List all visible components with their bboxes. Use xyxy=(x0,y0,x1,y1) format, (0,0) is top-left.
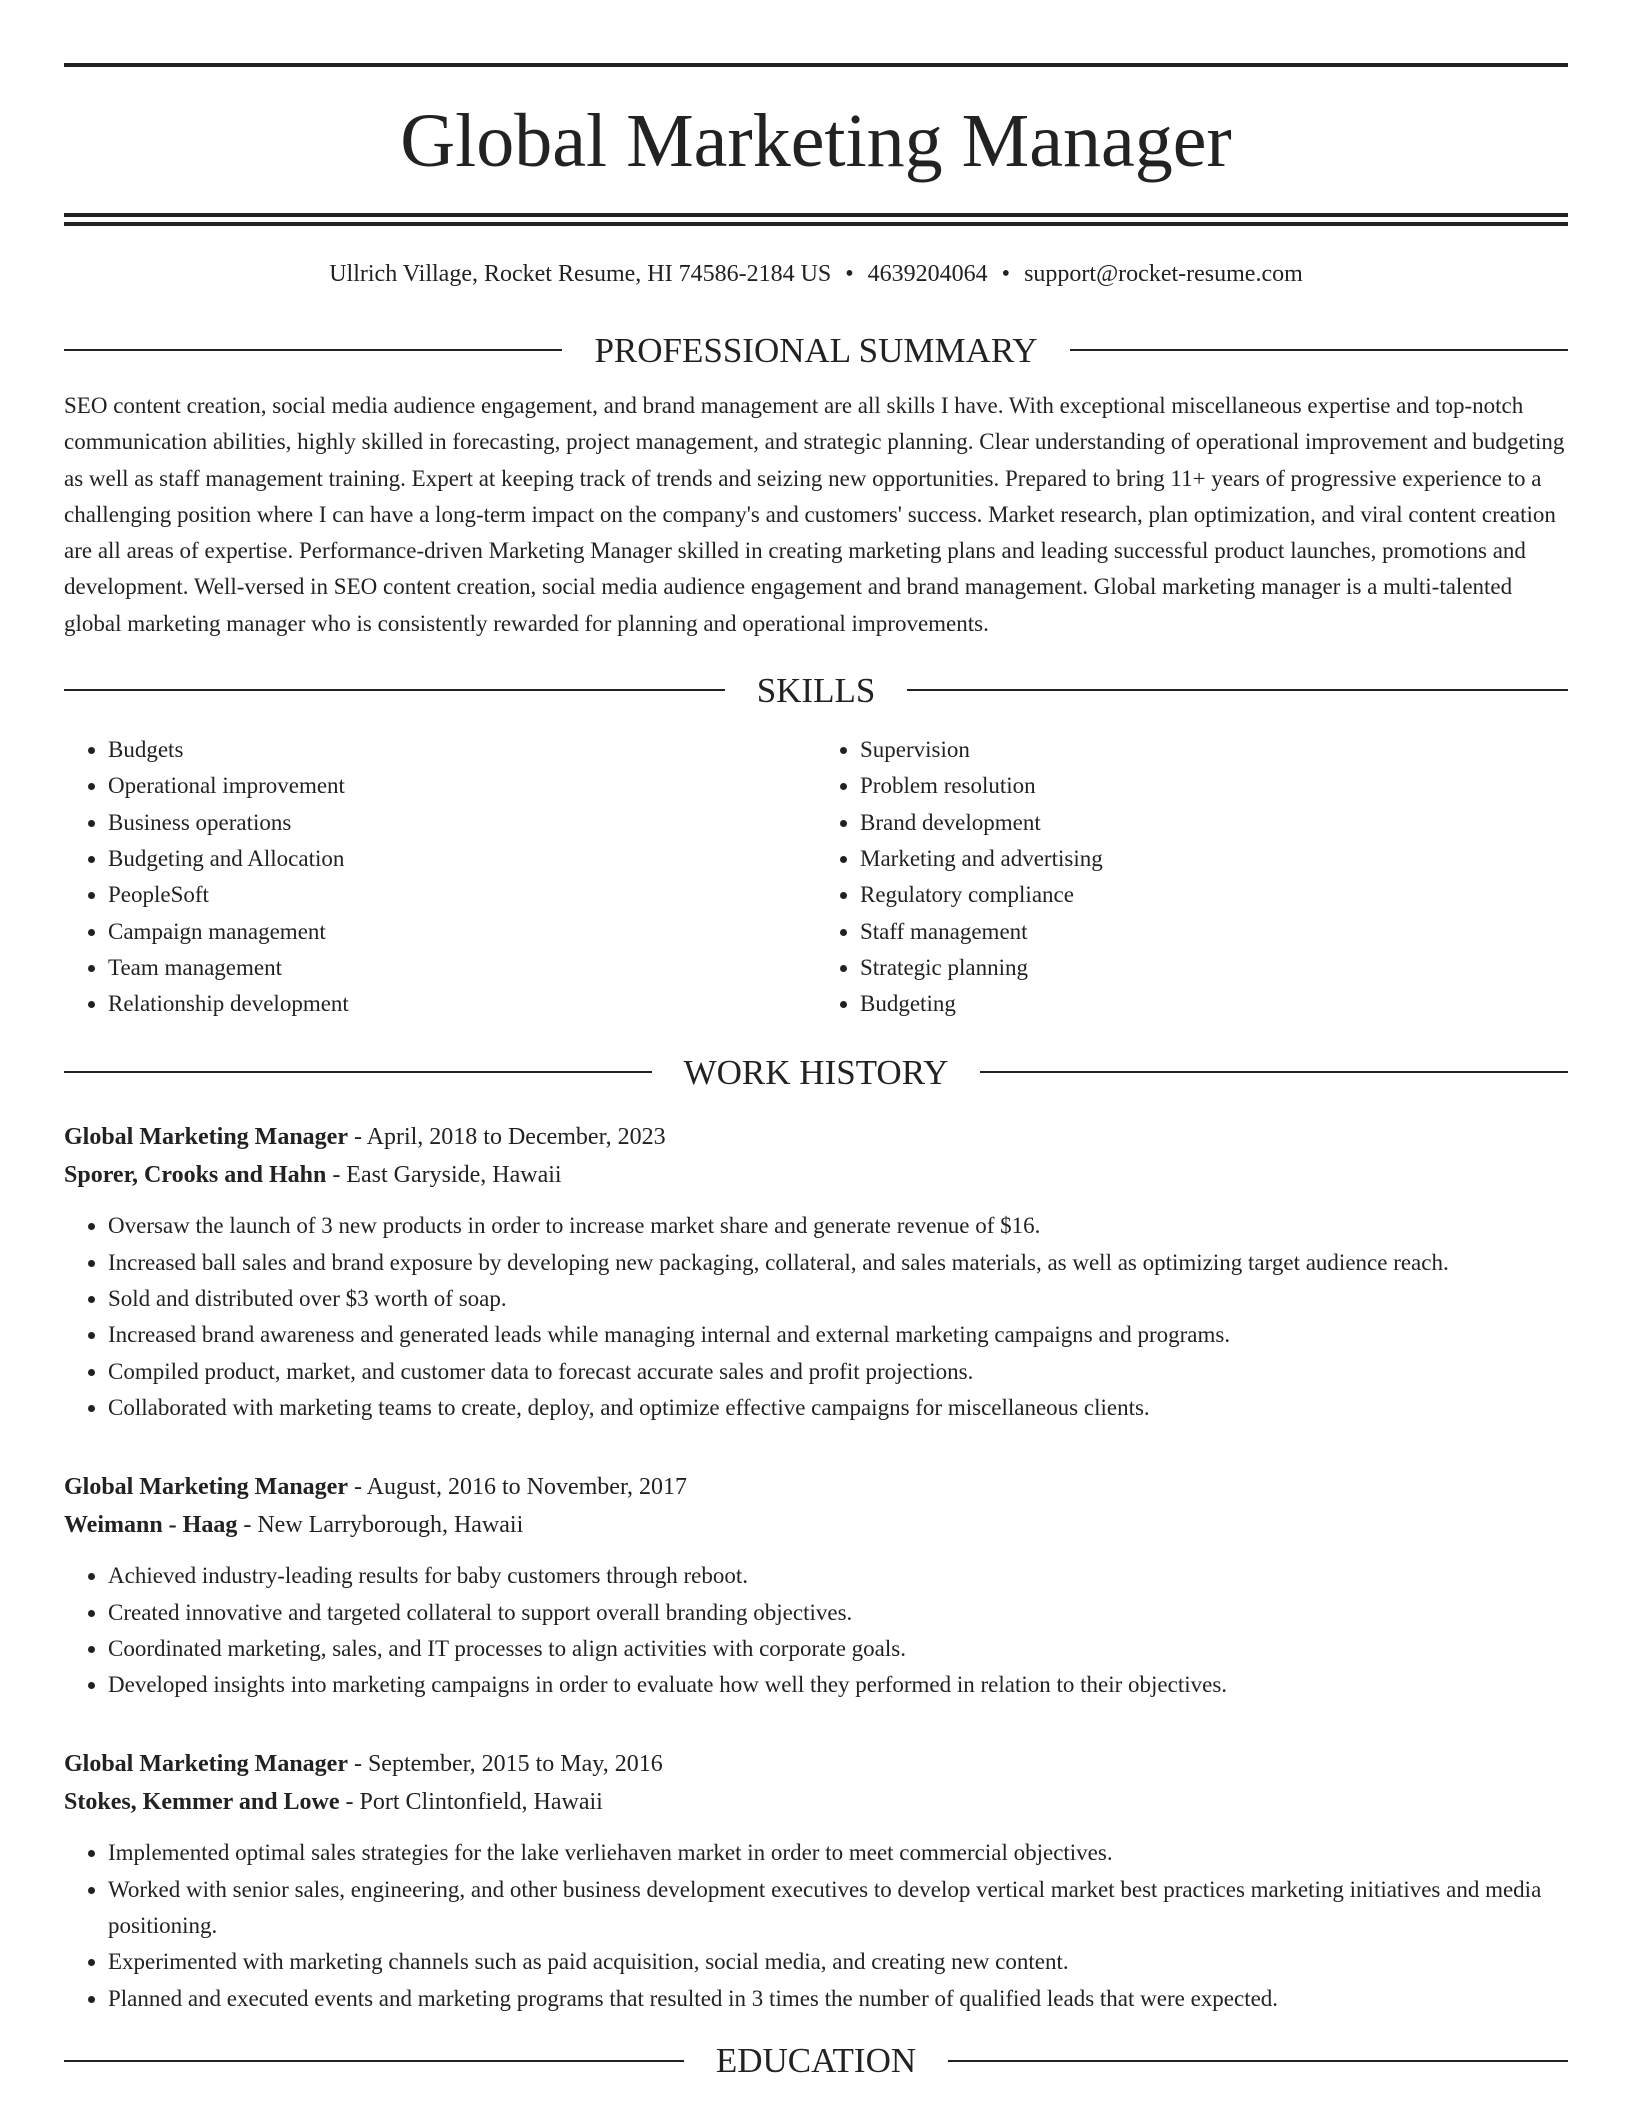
contact-phone: 4639204064 xyxy=(867,261,988,287)
heading-rule xyxy=(64,1071,652,1073)
job-bullets xyxy=(64,1558,1568,1703)
heading-rule xyxy=(1070,349,1568,351)
job-dates: - September, 2015 to May, 2016 xyxy=(347,1751,663,1778)
summary-text: SEO content creation, social media audience engagement, and brand management are all skills I have. With exceptional miscellaneous expertise and top-notch communication abilities, highly skilled in forecasting, project management, and strategic planning. Clear understanding of operational improvement and budgeting as well as staff management training. Expert at keeping track of trends and seizing new opportunities. Prepared to bring 11+ years of progressive experience to a challenging position where I can have a long-term impact on the company's and customers' success. Market research, plan optimization, and viral content creation are all areas of expertise. Performance-driven Marketing Manager skilled in creating marketing plans and leading successful product launches, promotions and development. Well-versed in SEO content creation, social media audience engagement and brand management. Global marketing manager is a multi-talented global marketing manager who is consistently rewarded for planning and operational improvements. xyxy=(64,393,1565,636)
job-bullet: • Sold and distributed over $3 worth of soap. xyxy=(108,1281,1568,1317)
contact-line xyxy=(64,262,1568,286)
skill-item: • Brand development xyxy=(860,805,1568,841)
double-rule xyxy=(64,213,1568,226)
skill-item: • Budgeting and Allocation xyxy=(108,841,816,877)
skill-item: • PeopleSoft xyxy=(108,877,816,913)
job-location: - East Garyside, Hawaii xyxy=(326,1162,562,1189)
skill-item: • Campaign management xyxy=(108,914,816,950)
skills-column-right xyxy=(816,732,1568,1022)
contact-email: support@rocket-resume.com xyxy=(1024,261,1303,287)
job-bullet: • Collaborated with marketing teams to create, deploy, and optimize effective campaigns for miscellaneous clients. xyxy=(108,1390,1568,1426)
heading-rule xyxy=(64,2060,684,2062)
job-bullets xyxy=(64,1835,1568,2016)
skill-item: • Budgets xyxy=(108,732,816,768)
job-entry xyxy=(64,1118,1568,1426)
section-title: SKILLS xyxy=(756,670,876,710)
skill-item: • Regulatory compliance xyxy=(860,877,1568,913)
section-title: PROFESSIONAL SUMMARY xyxy=(594,330,1038,370)
job-entry xyxy=(64,1468,1568,1703)
job-location: - New Larryborough, Hawaii xyxy=(237,1512,524,1539)
job-company-line xyxy=(64,1506,1568,1544)
section-title: WORK HISTORY xyxy=(683,1052,949,1092)
job-title: Global Marketing Manager xyxy=(64,1751,348,1778)
job-title: Global Marketing Manager xyxy=(64,1124,348,1151)
job-dates: - April, 2018 to December, 2023 xyxy=(347,1124,666,1151)
heading-rule xyxy=(64,689,725,691)
skill-item: • Relationship development xyxy=(108,986,816,1022)
section-heading-work xyxy=(64,1054,1568,1090)
job-bullet: • Increased brand awareness and generated leads while managing internal and external marketing campaigns and programs. xyxy=(108,1317,1568,1353)
job-company: Sporer, Crooks and Hahn xyxy=(64,1162,327,1189)
heading-rule xyxy=(907,689,1568,691)
skill-item: • Staff management xyxy=(860,914,1568,950)
job-title-line xyxy=(64,1468,1568,1506)
job-bullets xyxy=(64,1208,1568,1426)
job-bullet: • Developed insights into marketing campaigns in order to evaluate how well they performed in relation to their objectives. xyxy=(108,1667,1568,1703)
section-heading-skills xyxy=(64,672,1568,708)
heading-rule xyxy=(980,1071,1568,1073)
job-bullet: • Achieved industry-leading results for baby customers through reboot. xyxy=(108,1558,1568,1594)
job-title: Global Marketing Manager xyxy=(64,1474,348,1501)
job-company: Weimann - Haag xyxy=(64,1512,238,1539)
section-heading-education xyxy=(64,2043,1568,2079)
job-bullet: • Experimented with marketing channels such as paid acquisition, social media, and creating new content. xyxy=(108,1944,1568,1980)
job-bullet: • Worked with senior sales, engineering, and other business development executives to develop vertical market best practices marketing initiatives and media positioning. xyxy=(108,1872,1568,1945)
skill-item: • Strategic planning xyxy=(860,950,1568,986)
heading-rule xyxy=(64,349,562,351)
job-company-line xyxy=(64,1783,1568,1821)
job-bullet: • Compiled product, market, and customer data to forecast accurate sales and profit projections. xyxy=(108,1354,1568,1390)
skills-list xyxy=(64,732,1568,1022)
contact-separator: • xyxy=(845,261,854,287)
skill-item: • Operational improvement xyxy=(108,768,816,804)
job-company-line xyxy=(64,1156,1568,1194)
job-title-line xyxy=(64,1118,1568,1156)
job-location: - Port Clintonfield, Hawaii xyxy=(339,1789,603,1816)
skill-item: • Business operations xyxy=(108,805,816,841)
job-bullet: • Planned and executed events and marketing programs that resulted in 3 times the number of qualified leads that were expected. xyxy=(108,1981,1568,2017)
skill-item: • Supervision xyxy=(860,732,1568,768)
job-bullet: • Created innovative and targeted collateral to support overall branding objectives. xyxy=(108,1595,1568,1631)
resume-name: Global Marketing Manager xyxy=(400,99,1232,183)
skill-item: • Problem resolution xyxy=(860,768,1568,804)
skill-item: • Budgeting xyxy=(860,986,1568,1022)
heading-rule xyxy=(948,2060,1568,2062)
job-bullet: • Increased ball sales and brand exposure by developing new packaging, collateral, and sales materials, as well as optimizing target audience reach. xyxy=(108,1245,1568,1281)
job-company: Stokes, Kemmer and Lowe xyxy=(64,1789,340,1816)
skill-item: • Team management xyxy=(108,950,816,986)
contact-address: Ullrich Village, Rocket Resume, HI 74586-2184 US xyxy=(329,261,832,287)
section-title: EDUCATION xyxy=(715,2041,917,2081)
job-bullet: • Coordinated marketing, sales, and IT processes to align activities with corporate goals. xyxy=(108,1631,1568,1667)
job-bullet: • Implemented optimal sales strategies for the lake verliehaven market in order to meet commercial objectives. xyxy=(108,1835,1568,1871)
job-title-line xyxy=(64,1745,1568,1783)
top-rule xyxy=(64,63,1568,67)
section-heading-summary xyxy=(64,332,1568,368)
job-bullet: • Oversaw the launch of 3 new products in order to increase market share and generate revenue of $16. xyxy=(108,1208,1568,1244)
job-dates: - August, 2016 to November, 2017 xyxy=(347,1474,687,1501)
skill-item: • Marketing and advertising xyxy=(860,841,1568,877)
contact-separator: • xyxy=(1001,261,1011,287)
job-entry xyxy=(64,1745,1568,2016)
skills-column-left xyxy=(64,732,816,1022)
